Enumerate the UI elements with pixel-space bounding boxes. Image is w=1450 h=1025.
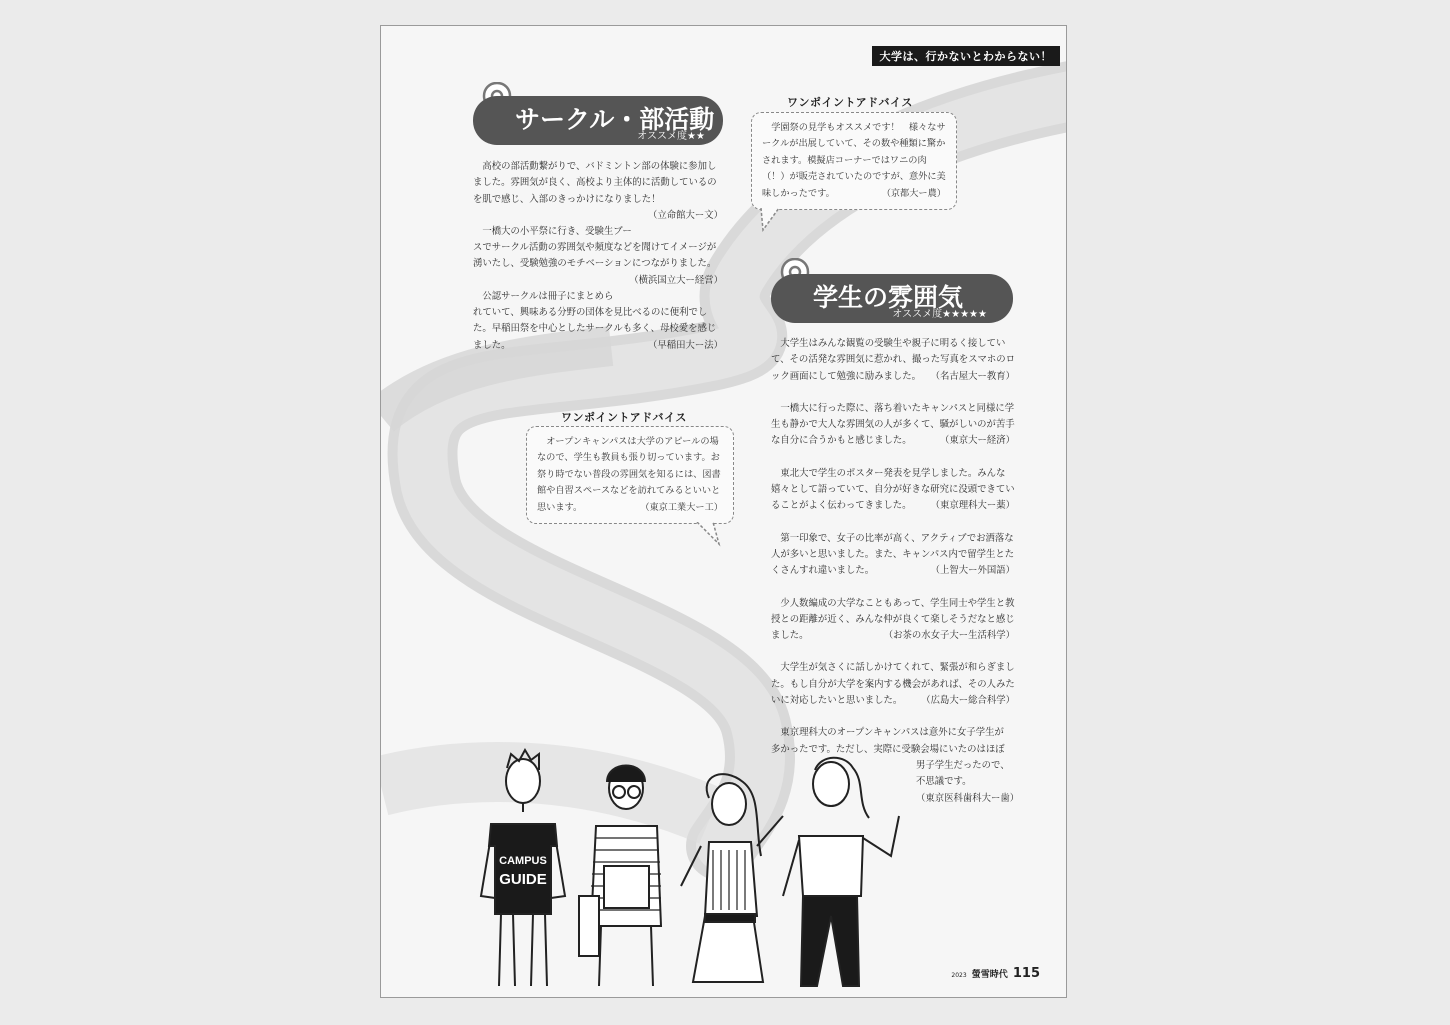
atmosphere-comment-1: 大学生はみんな観覧の受験生や親子に明るく接していて、その活発な雰囲気に惹かれ、撮った写真をスマホのロック画面にして勉強に励みました。 （名古屋大ー教育） — [771, 338, 1015, 382]
circle-rating: オススメ度★★ — [637, 131, 705, 142]
student-figure — [783, 758, 899, 986]
circle-heading — [473, 96, 723, 145]
atmosphere-heading — [771, 274, 1013, 323]
student-figure — [681, 774, 783, 982]
folio-year: 2023 — [951, 972, 967, 979]
folio-magazine: 螢雪時代 — [971, 970, 1008, 980]
circle-comment-3: 公認サークルは冊子にまとめられていて、興味ある分野の団体を見比べるのに便利でした。早稲田祭を中心としたサークルも多く、母校愛を感じました。 （早稲田大ー法） — [473, 290, 723, 351]
atmosphere-rating: オススメ度★★★★★ — [892, 309, 987, 320]
advice-text-1: 学園祭の見学もオススメです！ 様々なサークルが出展していて、その数や種類に驚かされます。模擬店コーナーではワニの肉（！）が販売されていたのですが、意外に美味しかったです。 — [762, 122, 946, 199]
atmosphere-comment-2: 一橋大に行った際に、落ち着いたキャンパスと同様に学生も静かで大人な雰囲気の人が多くて、騒がしいのが苦手な自分に合うかもと感じました。 （東京大ー経済） — [771, 402, 1015, 447]
advice-title-1: ワンポイントアドバイス — [787, 96, 913, 109]
advice-bubble-1 — [751, 112, 957, 210]
atmosphere-comment-5: 少人数編成の大学なこともあって、学生同士や学生と教授との距離が近く、みんな仲が良くて楽しそうだなと感じました。 （お茶の水女子大ー生活科学） — [771, 597, 1015, 642]
circle-title: サークル・部活動 — [515, 105, 715, 134]
magazine-page — [380, 25, 1067, 998]
page-footer — [951, 962, 1040, 981]
circle-comment-2: 一橋大の小平祭に行き、受験生ブースでサークル活動の雰囲気や頻度などを聞けてイメージが湧いたし、受験勉強のモチベーションにつながりました。 （横浜国立大ー経営） — [473, 225, 723, 286]
circle-paragraphs — [473, 159, 723, 354]
atmosphere-comment-6: 大学生が気さくに話しかけてくれて、緊張が和らぎました。もし自分が大学を案内する機会があれば、その人みたいに対応したいと思いました。 （広島大ー総合科学） — [771, 662, 1015, 707]
advice-text-2: オープンキャンパスは大学のアピールの場なので、学生も教員も張り切っています。お祭り時でない普段の雰囲気を知るには、図書館や自習スペースなどを訪れてみるといいと思います。 — [537, 436, 721, 513]
student-figure — [579, 766, 661, 987]
section-tag: 大学は、行かないとわからない！ — [872, 46, 1061, 66]
advice-title-2: ワンポイントアドバイス — [561, 411, 687, 424]
student-figure — [481, 750, 565, 986]
circle-comment-1: 高校の部活動繋がりで、バドミントン部の体験に参加しました。雰囲気が良く、高校より主体的に活動しているのを肌で感じ、入部のきっかけになりました！ （立命館大ー文） — [473, 161, 723, 221]
shirt-text-2: GUIDE — [499, 871, 547, 888]
atmosphere-comment-3: 東北大で学生のポスター発表を見学しました。みんな嬉々として語っていて、自分が好きな研究に没頭できていることがよく伝わってきました。 （東京理科大ー薬） — [771, 467, 1015, 512]
bubble-tail-icon — [693, 522, 723, 548]
advice-source-1: （京都大ー農） — [881, 187, 946, 199]
atmosphere-paragraphs — [771, 336, 1020, 807]
advice-bubble-2 — [526, 426, 734, 524]
shirt-text-1: CAMPUS — [499, 855, 547, 867]
atmosphere-comment-4: 第一印象で、女子の比率が高く、アクティブでお洒落な人が多いと思いました。また、キャンパス内で留学生とたくさんすれ違いました。 （上智大ー外国語） — [771, 532, 1015, 577]
atmosphere-comment-7: 東京理科大のオープンキャンパスは意外に女子学生が 多かったです。ただし、実際に受験会場にいたのはほぼ 男子学生だったので、 不思議です。 （東京医科歯科大ー歯） — [771, 727, 1020, 804]
atmosphere-title: 学生の雰囲気 — [813, 283, 964, 312]
page-number: 115 — [1012, 966, 1040, 981]
bubble-tail-icon — [759, 208, 789, 234]
advice-source-2: （東京工業大ー工） — [640, 501, 723, 513]
students-illustration — [461, 746, 931, 996]
